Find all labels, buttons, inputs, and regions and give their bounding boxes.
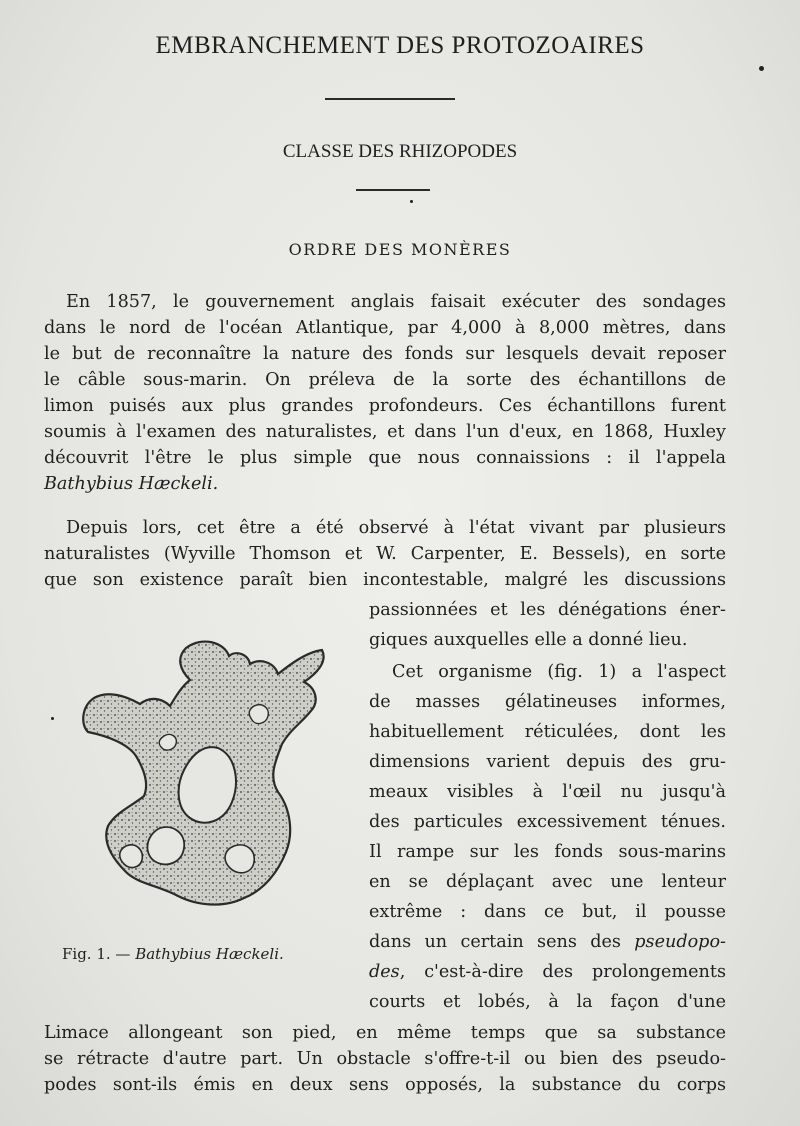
text-line: le câble sous-marin. On préleva de la sorte des échantillons de bbox=[44, 370, 726, 390]
text-line: courts et lobés, à la façon d'une bbox=[369, 992, 726, 1012]
text-line: le but de reconnaître la nature des fonds sur lesquels devait reposer bbox=[44, 344, 726, 364]
order-title: ORDRE DES MONÈRES bbox=[288, 240, 512, 259]
class-rule bbox=[356, 189, 430, 191]
text-line-mixed bbox=[369, 929, 726, 955]
text-line: soumis à l'examen des naturalistes, et dans l'un d'eux, en 1868, Huxley bbox=[44, 422, 726, 442]
text-line: en se déplaçant avec une lenteur bbox=[369, 872, 726, 892]
text-line: giques auxquelles elle a donné lieu. bbox=[369, 630, 688, 650]
bathybius-illustration bbox=[64, 636, 344, 936]
text-line: Cet organisme (fig. 1) a l'aspect bbox=[392, 662, 726, 682]
italic-term: des bbox=[369, 962, 400, 982]
header-rule bbox=[325, 98, 455, 100]
caption-species: Bathybius Hæckeli. bbox=[135, 945, 284, 963]
text-line: que son existence paraît bien incontestable, malgré les discussions bbox=[44, 570, 726, 590]
text-line: extrême : dans ce but, il pousse bbox=[369, 902, 726, 922]
text-line-italic: Bathybius Hæckeli. bbox=[44, 474, 219, 494]
text-line: habituellement réticulées, dont les bbox=[369, 722, 726, 742]
caption-prefix: Fig. 1. — bbox=[62, 945, 136, 963]
text-line: podes sont-ils émis en deux sens opposés, la substance du corps bbox=[44, 1075, 726, 1095]
italic-term: pseudopo- bbox=[634, 932, 726, 952]
text-line: de masses gélatineuses informes, bbox=[369, 692, 726, 712]
class-title: CLASSE DES RHIZOPODES bbox=[282, 141, 518, 162]
text-line: naturalistes (Wyville Thomson et W. Carpenter, E. Bessels), en sorte bbox=[44, 544, 726, 564]
text-line: meaux visibles à l'œil nu jusqu'à bbox=[369, 782, 726, 802]
text-line-mixed bbox=[369, 959, 726, 985]
ink-speck bbox=[410, 200, 413, 203]
text-line: limon puisés aux plus grandes profondeurs. Ces échantillons furent bbox=[44, 396, 726, 416]
text-line: En 1857, le gouvernement anglais faisait exécuter des sondages bbox=[66, 292, 726, 312]
ink-speck bbox=[51, 717, 54, 720]
text-line: se rétracte d'autre part. Un obstacle s'offre-t-il ou bien des pseudo- bbox=[44, 1049, 726, 1069]
text-line: passionnées et les dénégations éner- bbox=[369, 600, 726, 620]
text-span: dans un certain sens des bbox=[369, 932, 635, 952]
ink-speck bbox=[759, 66, 764, 71]
text-line: dimensions varient depuis des gru- bbox=[369, 752, 726, 772]
text-line: Il rampe sur les fonds sous-marins bbox=[369, 842, 726, 862]
text-line: Limace allongeant son pied, en même temps que sa substance bbox=[44, 1023, 726, 1043]
text-line: découvrit l'être le plus simple que nous connaissions : il l'appela bbox=[44, 448, 726, 468]
text-line: Depuis lors, cet être a été observé à l'état vivant par plusieurs bbox=[66, 518, 726, 538]
page-header: EMBRANCHEMENT DES PROTOZOAIRES bbox=[155, 32, 645, 59]
figure-caption bbox=[62, 945, 342, 963]
text-span: , c'est-à-dire des prolongements bbox=[399, 962, 726, 982]
text-line: des particules excessivement ténues. bbox=[369, 812, 726, 832]
text-line: dans le nord de l'océan Atlantique, par 4,000 à 8,000 mètres, dans bbox=[44, 318, 726, 338]
